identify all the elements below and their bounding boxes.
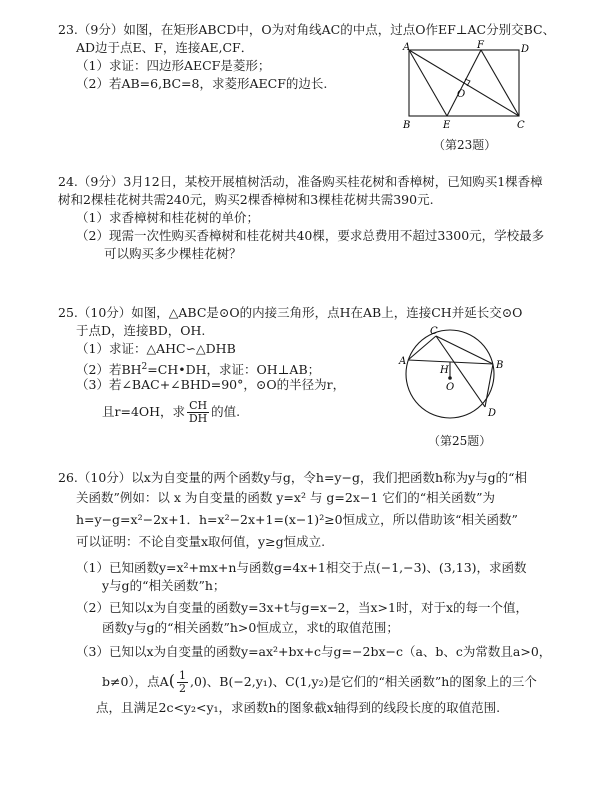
circle-label-d: D [488, 408, 497, 419]
q26-line-7: （2）已知以x为自变量的函数y=3x+t与g=x−2，当x>1时，对于x的每一个值， [76, 600, 529, 615]
q26-fraction-den: 2 [178, 682, 186, 695]
q26-line-9: （3）已知以x为自变量的函数y=ax²+bx+c与g=−2bx−c（a、b、c为常数且a>0， [76, 644, 552, 659]
q26-line-10-a: b≠0），点A [102, 674, 169, 689]
point-label-d: D [521, 44, 530, 55]
q25-fraction-den: DH [188, 412, 208, 425]
q26-fraction [177, 670, 188, 695]
q24-line-2: 树和2棵桂花树共需240元，购买2棵香樟树和3棵桂花树共需390元. [58, 192, 434, 207]
q26-line-5: （1）已知函数y=x²+mx+n与函数g=4x+1相交于点(−1,−3)、(3,13)，求函数 [76, 560, 527, 575]
circle-label-c: C [430, 326, 438, 337]
q24-line-3: （1）求香樟树和桂花树的单价； [76, 210, 259, 225]
q26-line-4: 可以证明：不论自变量x取何值，y≥g恒成立. [76, 534, 326, 549]
point-label-e: E [443, 120, 451, 131]
circle-figure [398, 322, 510, 430]
circle-label-h: H [440, 365, 449, 376]
q23-line-3: （1）求证：四边形AECF是菱形； [76, 58, 271, 73]
q26-line-10: b≠0），点A( $\frac{1}{2}$ ,0)、B(−2,y₁)、C(1,y₂)是它们的“相关函数”h的图象上的三个 [102, 669, 537, 695]
q26-line-11: 点，且满足2c<y₂<y₁，求函数h的图象截x轴得到的线段长度的取值范围. [96, 700, 501, 715]
q25-fraction [187, 400, 209, 425]
circle-label-o: O [446, 382, 455, 393]
q25-line-2: 于点D，连接BD，OH. [76, 323, 206, 338]
q26-line-2: 关函数”例如：以 x 为自变量的函数 y=x² 与 g=2x−1 它们的“相关函数”为 [76, 490, 496, 505]
q25-line-6 [102, 400, 240, 425]
circle-label-a: A [399, 356, 407, 367]
q26-fraction-num: 1 [178, 669, 186, 682]
q26-line-1: 26.（10分）以x为自变量的两个函数y与g，令h=y−g，我们把函数h称为y与g的“相 [58, 470, 527, 485]
q24-line-1: 24.（9分）3月12日，某校开展植树活动，准备购买桂花树和香樟树，已知购买1棵香樟 [58, 174, 543, 189]
q25-line-4 [76, 359, 320, 378]
q25-caption: （第25题） [428, 434, 492, 448]
q25-line-6-b: 的值. [211, 404, 241, 419]
rectangle-figure [395, 40, 530, 135]
point-label-o: O [457, 89, 466, 100]
q25-line-4-exp: 2 [141, 362, 148, 372]
q23-line-2: AD边于点E、F，连接AE,CF． [76, 40, 254, 55]
q25-fraction-num: CH [189, 399, 208, 412]
q25-line-4-a: （2）若BH [76, 362, 142, 378]
point-label-c: C [517, 120, 525, 131]
q23-line-1: 23.（9分）如图，在矩形ABCD中，O为对角线AC的中点，过点O作EF⊥AC分别交BC、 [58, 22, 556, 37]
q26-line-10-b: ,0)、B(−2,y₁)、C(1,y₂)是它们的“相关函数”h的图象上的三个 [189, 674, 537, 689]
q26-line-3: h=y−g=x²−2x+1．h=x²−2x+1=(x−1)²≥0恒成立，所以借助该“相关函数” [76, 512, 518, 527]
q25-line-6-a: 且r=4OH，求 [102, 404, 186, 419]
q25-line-4-c: =CH•DH，求证：OH⊥AB； [147, 362, 321, 378]
q25-line-5: （3）若∠BAC+∠BHD=90°，⊙O的半径为r， [76, 377, 346, 392]
point-label-a: A [403, 42, 411, 53]
q23-line-4: （2）若AB=6,BC=8，求菱形AECF的边长. [76, 76, 328, 91]
q25-line-1: 25.（10分）如图，△ABC是⊙O的内接三角形，点H在AB上，连接CH并延长交⊙O [58, 305, 523, 320]
q26-line-8: 函数y与g的“相关函数”h>0恒成立，求t的取值范围； [102, 620, 399, 635]
q24-line-5: 可以购买多少棵桂花树？ [104, 246, 242, 261]
q25-line-3: （1）求证：△AHC∽△DHB [76, 341, 236, 356]
circle-label-b: B [496, 360, 504, 371]
point-label-f: F [477, 40, 484, 51]
q23-caption: （第23题） [433, 138, 497, 152]
point-label-b: B [403, 120, 411, 131]
q24-line-4: （2）现需一次性购买香樟树和桂花树共40棵，要求总费用不超过3300元，学校最多 [76, 228, 545, 243]
q26-line-6: y与g的“相关函数”h； [102, 578, 226, 593]
